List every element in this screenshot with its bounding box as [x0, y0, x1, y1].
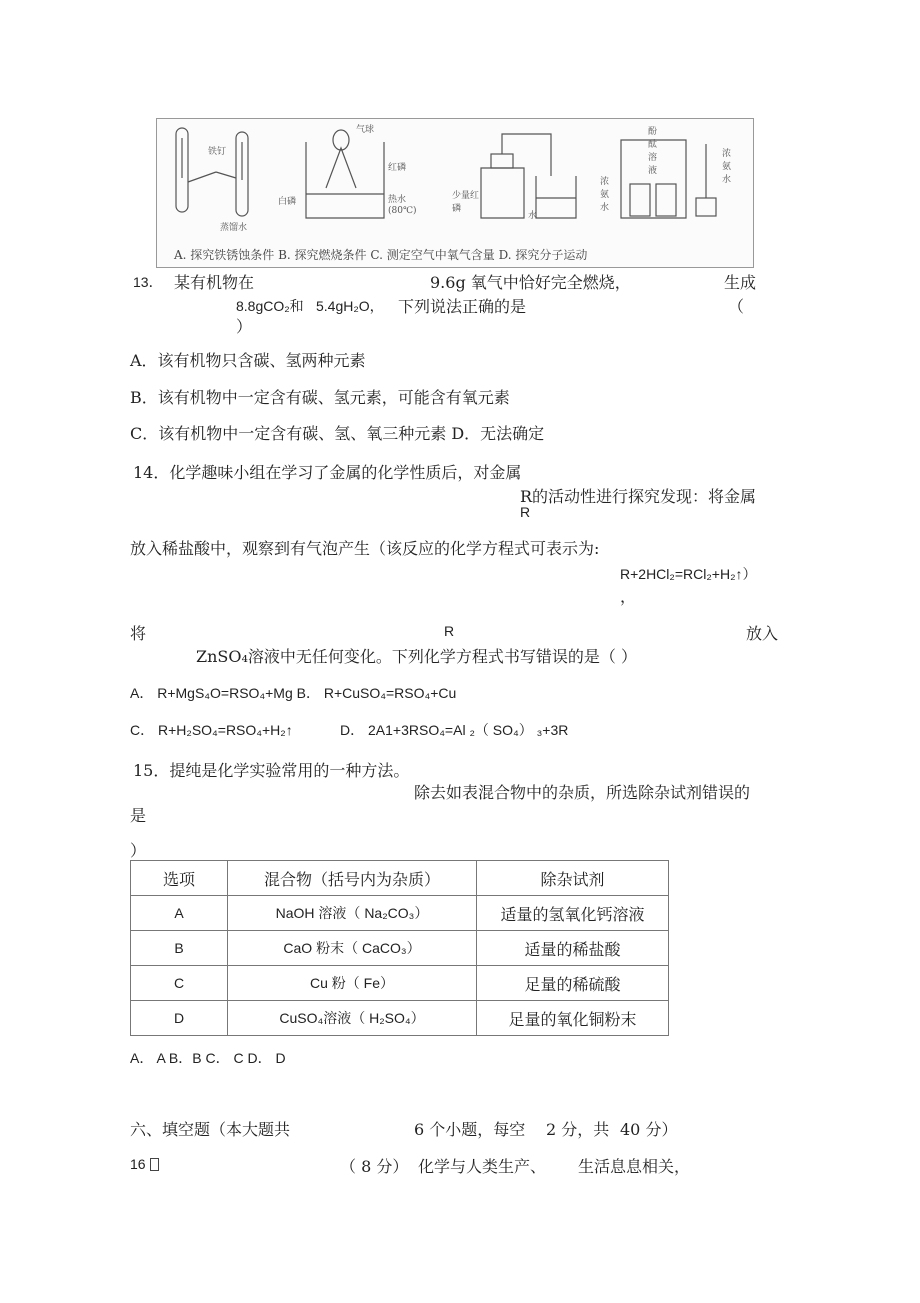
q15-line3: 是: [130, 806, 147, 825]
cell-reagent: 足量的稀硫酸: [477, 966, 669, 1001]
header-mixture: 混合物（括号内为杂质）: [228, 861, 477, 896]
q13-co2: 8.8gCO₂和: [236, 298, 304, 314]
label-white-phosphorus: 白磷: [278, 197, 297, 207]
figure-caption: A. 探究铁锈蚀条件 B. 探究燃烧条件 C. 测定空气中氧气含量 D. 探究分子运动: [174, 248, 588, 262]
cell-mixture: CaO 粉末（ CaCO₃）: [228, 931, 477, 966]
q15-answer-options: A． A B．B C． C D． D: [130, 1050, 286, 1066]
q13-paren-open: （: [728, 297, 745, 316]
cell-mixture: NaOH 溶液（ Na₂CO₃）: [228, 896, 477, 931]
q14-line5-r: R: [444, 623, 455, 639]
q13-option-b: B．该有机物中一定含有碳、氢元素，可能含有氧元素: [130, 388, 510, 407]
q14-line1: 14．化学趣味小组在学习了金属的化学性质后，对金属: [133, 463, 522, 482]
header-option: 选项: [131, 861, 228, 896]
label-nail: 铁钉: [208, 147, 227, 157]
q13-option-a: A．该有机物只含碳、氢两种元素: [130, 351, 366, 370]
q13-h2o: 5.4gH₂O，: [316, 298, 384, 314]
q13-paren-close: ）: [236, 317, 253, 336]
q14-line5-jiang: 将: [130, 624, 147, 643]
q14-options-ab: A． R+MgS₄O=RSO₄+Mg B． R+CuSO₄=RSO₄+Cu: [130, 685, 457, 701]
cell-option: A: [131, 896, 228, 931]
label-hot-temp: (80℃): [388, 206, 417, 216]
header-reagent: 除杂试剂: [477, 861, 669, 896]
section6-title-d: 40 分）: [620, 1120, 678, 1139]
missing-glyph-box: [150, 1158, 159, 1171]
q14-option-c: C． R+H₂SO₄=RSO₄+H₂↑: [130, 722, 293, 738]
label-conc-ammonia-left: 浓氨水: [600, 177, 610, 213]
q13-question: 下列说法正确的是: [398, 297, 527, 316]
q16-number: 16: [130, 1156, 146, 1172]
section6-title-a: 六、填空题（本大题共: [130, 1120, 291, 1139]
cell-mixture: Cu 粉（ Fe）: [228, 966, 477, 1001]
table-header-row: [131, 861, 669, 896]
q15-paren: ）: [130, 841, 147, 860]
table-row: [131, 896, 669, 931]
q14-line4: 放入稀盐酸中，观察到有气泡产生（该反应的化学方程式可表示为:: [130, 539, 600, 558]
table-row: [131, 931, 669, 966]
q14-line5-fangru: 放入: [746, 624, 779, 643]
label-balloon: 气球: [356, 125, 375, 135]
q14-equation: R+2HCl₂=RCl₂+H₂↑）: [620, 566, 757, 582]
q14-line3: R: [520, 504, 531, 520]
q13-text-part2: 9.6g 氧气中恰好完全燃烧，: [430, 273, 631, 292]
cell-mixture: CuSO₄溶液（ H₂SO₄）: [228, 1001, 477, 1036]
q14-line2: R的活动性进行探究发现：将金属: [520, 487, 757, 506]
cell-option: D: [131, 1001, 228, 1036]
q16-text-b: 生活息息相关，: [578, 1157, 691, 1176]
cell-reagent: 适量的氢氧化钙溶液: [477, 896, 669, 931]
cell-option: B: [131, 931, 228, 966]
q14-line6: ZnSO₄溶液中无任何变化。下列化学方程式书写错误的是（ ）: [196, 647, 638, 666]
label-little-red-phosphorus: 少量红磷: [452, 191, 480, 214]
label-hot-water: 热水: [388, 195, 407, 205]
q13-text-part1: 某有机物在: [174, 273, 255, 292]
q13-option-c: C．该有机物中一定含有碳、氢、氧三种元素 D．无法确定: [130, 424, 545, 443]
q13-text-part3: 生成: [724, 273, 757, 292]
table-row: [131, 966, 669, 1001]
experiment-figure: [156, 118, 754, 268]
q15-line1: 15．提纯是化学实验常用的一种方法。: [133, 761, 410, 780]
label-distilled-water: 蒸馏水: [220, 223, 248, 233]
cell-reagent: 适量的稀盐酸: [477, 931, 669, 966]
section6-title-c: 2 分，共: [546, 1120, 610, 1139]
cell-reagent: 足量的氧化铜粉末: [477, 1001, 669, 1036]
label-water: 水: [528, 211, 538, 221]
q13-number: 13．: [133, 274, 163, 290]
label-red-phosphorus: 红磷: [388, 163, 407, 173]
cell-option: C: [131, 966, 228, 1001]
label-phenolphthalein: 酚酞溶液: [648, 127, 658, 176]
q16-text-a: 化学与人类生产、: [418, 1157, 547, 1176]
q14-comma: ，: [620, 587, 637, 606]
q16-score: （ 8 分）: [340, 1157, 409, 1176]
label-conc-ammonia-right: 浓氨水: [722, 149, 732, 185]
section6-title-b: 6 个小题，每空: [414, 1120, 526, 1139]
table-row: [131, 1001, 669, 1036]
purification-table: [130, 860, 669, 1036]
q14-option-d: D． 2A1+3RSO₄=Al ₂（ SO₄） ₃+3R: [340, 722, 569, 738]
q15-line2: 除去如表混合物中的杂质，所选除杂试剂错误的: [414, 783, 751, 802]
